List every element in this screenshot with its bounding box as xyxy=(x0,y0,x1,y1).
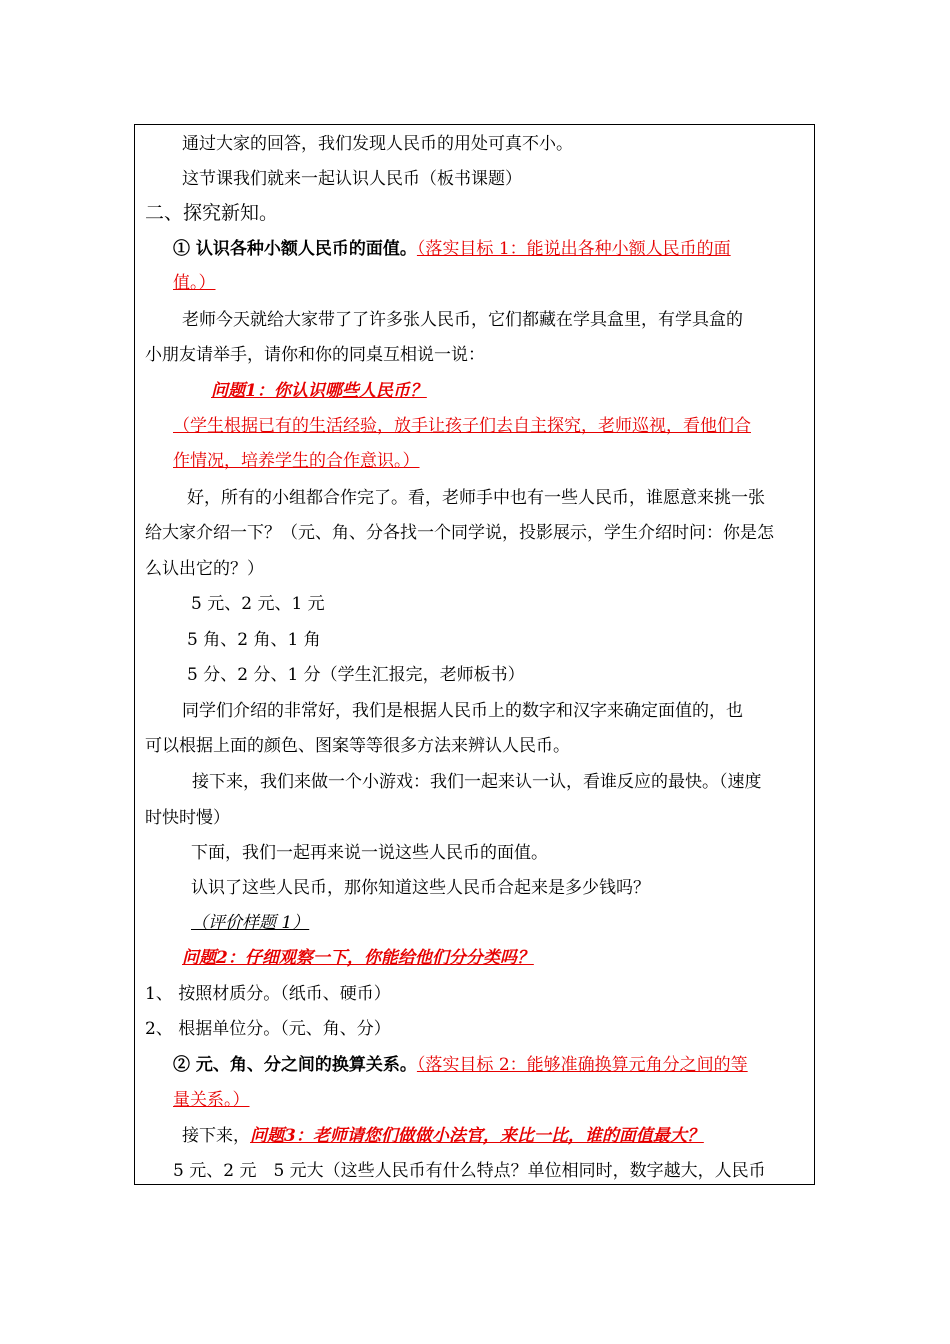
text-line: 这节课我们就来一起认识人民币（板书课题） xyxy=(182,169,522,189)
denomination-line: 5 角、2 角、1 角 xyxy=(187,630,321,650)
text-line: 小朋友请举手，请你和你的同桌互相说一说： xyxy=(145,345,485,365)
list-item: 2、 根据单位分。（元、角、分） xyxy=(145,1019,391,1039)
text-line xyxy=(182,1125,814,1147)
subheading-line xyxy=(173,238,814,260)
text-lead: 接下来， xyxy=(182,1126,250,1146)
subheading-line xyxy=(173,1054,814,1076)
text-line: 可以根据上面的颜色、图案等等很多方法来辨认人民币。 xyxy=(145,736,570,756)
content-table-cell xyxy=(134,124,815,1185)
question-2: 问题2：仔细观察一下，你能给他们分分类吗？ xyxy=(182,948,534,968)
text-line: 时快时慢） xyxy=(145,808,230,828)
teaching-note: 作情况，培养学生的合作意识。） xyxy=(173,451,420,471)
text-line: 通过大家的回答，我们发现人民币的用处可真不小。 xyxy=(182,134,573,154)
goal-note: （落实目标 2：能够准确换算元角分之间的等 xyxy=(416,1055,748,1075)
question-1: 问题1：你认识哪些人民币？ xyxy=(211,381,427,401)
goal-note: 值。） xyxy=(173,273,216,293)
text-line: 下面，我们一起再来说一说这些人民币的面值。 xyxy=(191,843,548,863)
goal-note: （落实目标 1：能说出各种小额人民币的面 xyxy=(416,239,731,259)
section-heading: 二、探究新知。 xyxy=(145,202,279,224)
denomination-line: 5 元、2 元、1 元 xyxy=(191,594,325,614)
text-line: 接下来，我们来做一个小游戏：我们一起来认一认，看谁反应的最快。（速度 xyxy=(192,772,762,792)
goal-note: 量关系。） xyxy=(173,1090,250,1110)
list-item: 1、 按照材质分。（纸币、硬币） xyxy=(145,984,391,1004)
text-line: 同学们介绍的非常好，我们是根据人民币上的数字和汉字来确定面值的，也 xyxy=(182,701,743,721)
text-line: 好，所有的小组都合作完了。看，老师手中也有一些人民币，谁愿意来挑一张 xyxy=(187,488,765,508)
subheading: ① 认识各种小额人民币的面值。 xyxy=(173,239,417,259)
question-3: 问题3：老师请您们做做小法官，来比一比，谁的面值最大？ xyxy=(250,1126,704,1146)
subheading: ② 元、角、分之间的换算关系。 xyxy=(173,1055,417,1075)
text-line: 认识了这些人民币，那你知道这些人民币合起来是多少钱吗？ xyxy=(191,878,650,898)
text-line: 么认出它的？） xyxy=(145,559,264,579)
text-line: 老师今天就给大家带了了许多张人民币，它们都藏在学具盒里，有学具盒的 xyxy=(182,310,743,330)
denomination-line: 5 分、2 分、1 分（学生汇报完，老师板书） xyxy=(187,665,525,685)
teaching-note: （学生根据已有的生活经验，放手让孩子们去自主探究，老师巡视，看他们合 xyxy=(173,416,751,436)
text-line: 给大家介绍一下？（元、角、分各找一个同学说，投影展示，学生介绍时问：你是怎 xyxy=(145,523,774,543)
text-line: 5 元、2 元 5 元大（这些人民币有什么特点？单位相同时，数字越大，人民币 xyxy=(173,1161,766,1181)
sample-question-label: （评价样题 1） xyxy=(191,913,310,933)
